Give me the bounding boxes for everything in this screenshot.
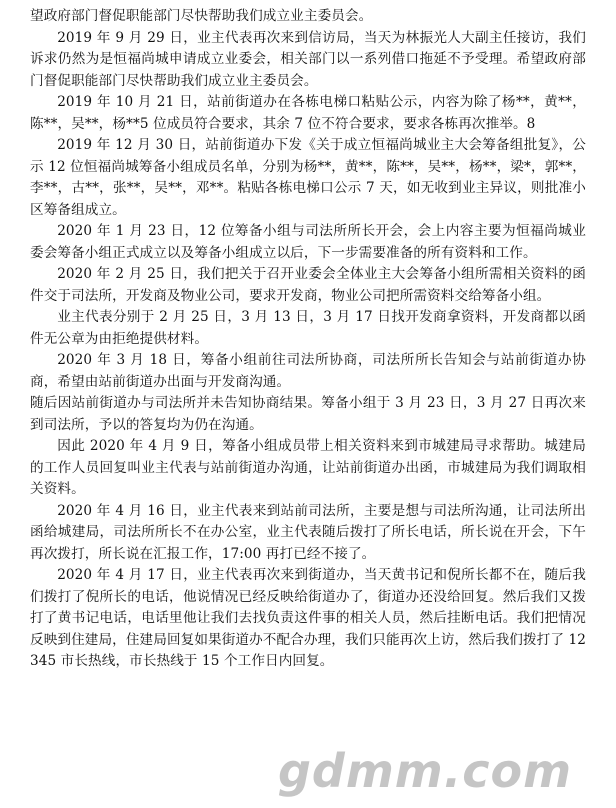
paragraph: 2020 年 2 月 25 日，我们把关于召开业委会全体业主大会筹备小组所需相关资料的函件交于司法所，开发商及物业公司，要求开发商，物业公司把所需资料交给筹备小组。 [30,266,586,304]
paragraph: 2019 年 12 月 30 日，站前街道办下发《关于成立恒福尚城业主大会筹备组批复》，公示 12 位恒福尚城筹备小组成员名单，分别为杨**，黄**，陈**，吴**，杨**，梁*，郭**，李**，古**，张**，吴**，邓**。粘贴各栋电梯口公示 7 天，如无收到业主异议，则批准小区筹备组成立。 [30,137,586,218]
paragraph: 2020 年 4 月 16 日，业主代表来到站前司法所，主要是想与司法所沟通，让司法所出函给城建局，司法所所长不在办公室，业主代表随后拨打了所长电话，所长说在开会，下午再次拨打，所长说在汇报工作，17:00 再打已经不接了。 [30,502,586,562]
watermark-logo: gdmm.com [278,744,572,798]
paragraph: 2020 年 1 月 23 日，12 位筹备小组与司法所所长开会，会上内容主要为恒福尚城业委会筹备小组正式成立以及筹备小组成立以后，下一步需要准备的所有资料和工作。 [30,223,586,261]
paragraph: 望政府部门督促职能部门尽快帮助我们成立业主委员会。 [30,8,373,24]
document-body [30,6,586,673]
paragraph: 2020 年 4 月 17 日，业主代表再次来到街道办，当天黄书记和倪所长都不在，随后我们拨打了倪所长的电话，他说情况已经反映给街道办了，街道办还没给回复。然后我们又拨打了黄书记电话，电话里他让我们去找负责这件事的相关人员，然后挂断电话。我们把情况反映到住建局，住建局回复如果街道办不配合办理，我们只能再次上访，然后我们拨打了 12345 市长热线，市长热线于 15 个工作日内回复。 [30,567,586,669]
paragraph: 2019 年 10 月 21 日，站前街道办在各栋电梯口粘贴公示，内容为除了杨**，黄**，陈**，吴**，杨**5 位成员符合要求，其余 7 位不符合要求，要求各栋再次推举。8 [30,94,586,132]
paragraph: 2019 年 9 月 29 日，业主代表再次来到信访局，当天为林振光人大副主任接访，我们诉求仍然为是恒福尚城申请成立业委会，相关部门以一系列借口拖延不予受理。希望政府部门督促职能部门尽快帮助我们成立业主委员会。 [30,29,586,89]
paragraph: 因此 2020 年 4 月 9 日，筹备小组成员带上相关资料来到市城建局寻求帮助。城建局的工作人员回复叫业主代表与站前街道办沟通，让站前街道办出函，市城建局为我们调取相关资料。 [30,438,586,497]
paragraph: 2020 年 3 月 18 日，筹备小组前往司法所协商，司法所所长告知会与站前街道办协商，希望由站前街道办出面与开发商沟通。 [30,352,586,390]
paragraph: 业主代表分别于 2 月 25 日，3 月 13 日，3 月 17 日找开发商拿资料，开发商都以函件无公章为由拒绝提供材料。 [30,309,586,347]
paragraph: 随后因站前街道办与司法所并未告知协商结果。筹备小组于 3 月 23 日，3 月 27 日再次来到司法所，予以的答复均为仍在沟通。 [30,395,586,433]
